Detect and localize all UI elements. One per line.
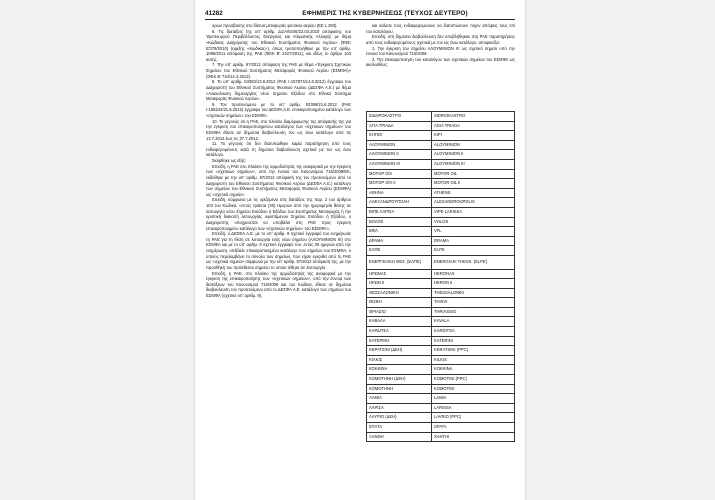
point-name-latin: MOTOR OIL <box>432 169 515 179</box>
point-name-latin: KILKIS <box>432 355 515 365</box>
header-rule <box>205 19 515 20</box>
table-row <box>367 159 515 169</box>
table-row <box>367 198 515 208</box>
point-name-greek: ΛΑΥΡΙΟ (ΔΕΗ) <box>367 413 432 423</box>
point-name-greek: ΘΡΙΑΣΙΟ <box>367 307 432 317</box>
table-row <box>367 269 515 279</box>
table-row <box>367 327 515 337</box>
table-row <box>367 288 515 298</box>
table-row <box>367 384 515 394</box>
point-name-latin: KAVALA <box>432 317 515 327</box>
point-name-greek: ΑΛΟΥΜΙΝΙΟΝ ΙΙ <box>367 150 432 160</box>
right-column-text <box>366 23 515 68</box>
table-row <box>367 394 515 404</box>
point-name-latin: THESSALONIKI <box>432 288 515 298</box>
point-name-greek: ΕΛΠΕ <box>367 246 432 256</box>
paragraph: Επειδή, στη δημόσια διαβούλευση δεν υποβλήθηκαν στη ΡΑΕ παρατηρήσεις από τους ενδιαφερομένους σχετικά με τον ως άνω κατάλογο, αποφασίζει: <box>366 34 515 45</box>
table-row <box>367 255 515 269</box>
paragraph: Επειδή, η ΡΑΕ, στο πλαίσιο της αρμοδιότητάς της αναφορικά με την έγκριση της επικαιροποίησης των «σχετικών σημείων», υπό την έννοια των διατάξεων του Κανονισμού 715/2009 και του Κώδικα, έθεσε σε δημόσια διαβούλευση τον προτεινόμενο από το ΔΕΣΦΑ Α.Ε. κατάλογο των σημείων του ΕΣΜΦΑ (σχετικό υπ' αριθμ. 9), <box>206 270 351 298</box>
point-name-latin: KATERINI <box>432 336 515 346</box>
table-row <box>367 121 515 131</box>
point-name-greek: ΚΑΤΕΡΙΝΗ <box>367 336 432 346</box>
point-name-latin: VIPE LARISSA <box>432 207 515 217</box>
point-name-greek: ΜΟΤΟΡ ΟΪΛ ΙΙ <box>367 179 432 189</box>
paragraph: Επειδή, σύμφωνα με τις ορίζόμενα στις διατάξεις της παρ. 2 του άρθρου 103 του Κώδικα, «εντός τριάντα (30) Ημερών από την ημερομηνία θέσης σε λειτουργία νέου Σημείου Εισόδου ή Εξόδου του Συστήματος Μεταφοράς ή την οριστική διακοπή λειτουργίας υφιστάμενου Σημείου Εισόδου ή Εξόδου, ο Διαχειριστής υποχρεούται να υποβάλει στη ΡΑΕ προς έγκριση επικαιροποιημένο κατάλογο των «σχετικών σημείων» του ΕΣΜΦΑ». <box>206 197 351 231</box>
paragraph: 11. Το γεγονός ότι δεν διατυπώθηκε καμία παρατήρηση από τους ενδιαφερομένους κατά τη δημόσια διαβούλευση σχετικά με τον ως άνω κατάλογο. <box>206 141 351 158</box>
point-name-greek: ΑΛΟΥΜΙΝΙΟΝ <box>367 140 432 150</box>
paragraph: Σκέφθηκε ως εξής: <box>212 158 247 163</box>
paragraph: Επειδή, η ΡΑΕ στο πλαίσιο της αρμοδιότητάς της αναφορικά με την έγκριση των «σχετικών σημείων», υπό την έννοια του Κανονισμού 715/2009/ΕΚ, εκδόθηκε με την υπ' αριθμ. 97/2012 απόφασή της τον προτεινόμενο από το Διαχειριστή του Εθνικού Συστήματος Φυσικού Αερίου (ΔΕΣΦΑ Α.Ε.) κατάλογο των σημείων του Εθνικού Συστήματος Μεταφοράς Φυσικού Αερίου (ΕΣΜΦΑ) ως «σχετικά σημεία». <box>206 163 351 197</box>
point-name-latin: VFL <box>432 227 515 237</box>
point-name-greek: ΕΝΕΡΓΕΙΑΚΗ ΘΕΣ. (ΕΛΠΕ) <box>367 255 432 269</box>
point-name-greek: ΘΕΣΣΑΛΟΝΙΚΗ <box>367 288 432 298</box>
point-name-latin: MOTOR OIL II <box>432 179 515 189</box>
point-name-greek: ΚΑΒΑΛΑ <box>367 317 432 327</box>
point-name-latin: ATHENS <box>432 188 515 198</box>
point-name-greek: ΒΙΠΕ ΛΑΡΙΣΑ <box>367 207 432 217</box>
point-name-greek: ΔΡΑΜΑ <box>367 236 432 246</box>
table-row <box>367 169 515 179</box>
point-name-latin: LARISSA <box>432 403 515 413</box>
point-name-latin: ALEXANDROUPOLIS <box>432 198 515 208</box>
point-name-greek: ΞΑΝΘΗ <box>367 432 432 442</box>
point-name-latin: KIPI <box>432 131 515 141</box>
point-name-latin: ALOYMINION III <box>432 159 515 169</box>
point-name-latin: KOMOTINI <box>432 384 515 394</box>
point-name-latin: KOKKINA <box>432 365 515 375</box>
point-name-latin: ELPE <box>432 246 515 256</box>
table-row <box>367 355 515 365</box>
point-name-latin: SPATA <box>432 423 515 433</box>
point-name-latin: HERON II <box>432 279 515 289</box>
gazette-title: ΕΦΗΜΕΡΙΣ ΤΗΣ ΚΥΒΕΡΝΗΣΕΩΣ (ΤΕΥΧΟΣ ΔΕΥΤΕΡΟ) <box>302 10 468 17</box>
table-row <box>367 365 515 375</box>
table-row <box>367 336 515 346</box>
table-row <box>367 317 515 327</box>
point-name-greek: ΒΟΛΟΣ <box>367 217 432 227</box>
point-name-greek: ΣΠΑΤΑ <box>367 423 432 433</box>
point-name-latin: KOMOTINI (PPC) <box>432 375 515 385</box>
point-name-latin: SIDIROKASTRO <box>432 112 515 122</box>
point-name-greek: ΑΘΗΝΑ <box>367 188 432 198</box>
point-name-greek: ΚΟΜΟΤΗΝΗ <box>367 384 432 394</box>
point-name-greek: ΑΓΙΑ ΤΡΙΑΔΑ <box>367 121 432 131</box>
point-name-latin: XANTHI <box>432 432 515 442</box>
table-row <box>367 413 515 423</box>
paragraph: 8. Το υπ' αριθμ. 53383/13.6.2012 (ΡΑΕ Ι-157874/14.6.2012) έγγραφο του Διαχειριστή του Εθνικού Συστήματος Φυσικού Αερίου (ΔΕΣΦΑ Α.Ε.) με θέμα «Ανακοίνωση δημιουργίας νέου Σημείου Εξόδου στο Εθνικό Σύστημα Μεταφοράς Φυσικού Αερίου». <box>206 79 351 102</box>
point-name-greek: ΚΑΡΔΙΤΣΑ <box>367 327 432 337</box>
point-name-greek: ΣΙΔΗΡΟΚΑΣΤΡΟ <box>367 112 432 122</box>
table-row <box>367 298 515 308</box>
table-row <box>367 207 515 217</box>
point-name-greek: ΒΦΛ <box>367 227 432 237</box>
point-name-latin: THRIASSIO <box>432 307 515 317</box>
table-row <box>367 279 515 289</box>
point-name-latin: HERONAS <box>432 269 515 279</box>
point-name-greek: ΜΟΤΟΡ ΟΪΛ <box>367 169 432 179</box>
page-number: 41282 <box>205 10 223 17</box>
table-row <box>367 188 515 198</box>
table-row <box>367 375 515 385</box>
point-name-greek: ΗΡΩΝ ΙΙ <box>367 279 432 289</box>
paragraph: 10. Το γεγονός ότι η ΡΑΕ, στο πλαίσιο διαμόρφωσης της απόφασής της για την έγκριση του επικαιροποιημένου καταλόγου των «σχετικών σημείων» του ΕΣΜΦΑ έθεσε σε δημόσια διαβούλευση τον ως άνω κατάλογο από τις 13.7.2012 έως τις 27.7.2012. <box>206 118 351 141</box>
point-name-latin: DRAMA <box>432 236 515 246</box>
entry-points-table <box>366 111 515 442</box>
table-row <box>367 179 515 189</box>
paragraph: 1. Την έγκριση του σημείου ΑΛΟΥΜΙΝΙΟΝ ΙΙΙ ως σχετικό σημείο υπό την έννοια του Κανονισμού 715/2009. <box>366 45 515 57</box>
point-name-greek: ΑΛΟΥΜΙΝΙΟΝ ΙΙΙ <box>367 159 432 169</box>
point-name-greek: ΚΟΜΟΤΗΝΗ (ΔΕΗ) <box>367 375 432 385</box>
paragraph: 9. Τον προτεινόμενο με το υπ' αριθμ. 53399/21.6.2012 (ΡΑΕ Ι-158242/21.6.2012) έγγραφο του ΔΕΣΦΑ Α.Ε. επικαιροποιημένο κατάλογο των «σχετικών σημείων» του ΕΣΜΦΑ. <box>206 101 351 118</box>
table-row <box>367 150 515 160</box>
point-name-latin: AGIA TRIADA <box>432 121 515 131</box>
point-name-greek: ΚΟΚΚΙΝΑ <box>367 365 432 375</box>
point-name-greek: ΛΑΡΙΣΑ <box>367 403 432 413</box>
point-name-greek: ΑΛΕΞΑΝΔΡΟΥΠΟΛΗ <box>367 198 432 208</box>
table-row <box>367 307 515 317</box>
point-name-latin: ALOYMINION II <box>432 150 515 160</box>
paragraph: Επειδή, ο ΔΕΣΦΑ Α.Ε. με το υπ' αριθμ. 8 σχετικό έγγραφό του ενημέρωσε τη ΡΑΕ για τη θέση σε λειτουργία ενός νέου σημείου (ΑΛΟΥΜΙΝΙΟΝ ΙΙΙ) στο ΕΣΜΦΑ και με το υπ' αριθμ. 9 σχετικό έγγραφό του, εντός 30 ημερών από την ενημέρωση, υπέβαλε επικαιροποιημένο κατάλογο των σημείων του ΕΣΜΦΑ, ο οποίος περιλαμβάνει το σύνολο των σημείων, που είχαν εγκριθεί από τη ΡΑΕ ως «σχετικά σημεία» σύμφωνα με την υπ' αριθμ. 97/2012 απόφασή της, με την προσθήκη του πρόσθετου σημείου το οποίο τέθηκε σε λειτουργία. <box>206 231 351 270</box>
point-name-latin: VOLOS <box>432 217 515 227</box>
paragraph: 6. Τις διατάξεις της υπ' αριθμ. Δ1/Α/5346/22.03.2010 απόφασης του Υφυπουργού Περιβάλλοντος Ενέργειας και Κλιματικής Αλλαγής με θέμα «Κώδικας Διαχείρισης του Εθνικού Συστήματος Φυσικού Αερίου» (ΦΕΚ Β'379/2010) (εφεξής «Κώδικας»), όπως τροποποιήθηκε με την υπ' αριθμ. 1096/2011 απόφαση της ΡΑΕ (ΦΕΚ Β' 2227/2011), και ιδίως το άρθρο 103 αυτής. <box>206 28 351 62</box>
point-name-latin: LAMIA <box>432 394 515 404</box>
paragraph: όρων πρόσβασης στο δίκτυα μεταφοράς φυσικού αερίου (EE L 293). <box>212 23 338 28</box>
table-row <box>367 217 515 227</box>
point-name-greek: ΚΗΠΟΙ <box>367 131 432 141</box>
point-name-greek: ΛΑΜΙΑ <box>367 394 432 404</box>
point-name-greek: ΚΕΡΑΤΣΙΝΙ (ΔΕΗ) <box>367 346 432 356</box>
point-name-latin: ENERGIAKI THESS. (ELPE) <box>432 255 515 269</box>
table-row <box>367 346 515 356</box>
point-name-greek: ΘΙΣΒΗ <box>367 298 432 308</box>
table-row <box>367 423 515 433</box>
point-name-greek: ΗΡΩΝΑΣ <box>367 269 432 279</box>
table-row <box>367 227 515 237</box>
table-row <box>367 112 515 122</box>
table-row <box>367 246 515 256</box>
table-row <box>367 236 515 246</box>
point-name-latin: ALOYMINION <box>432 140 515 150</box>
table-row <box>367 140 515 150</box>
table-row <box>367 131 515 141</box>
table-row <box>367 432 515 442</box>
point-name-latin: THISVI <box>432 298 515 308</box>
paragraph: 2. Την επικαιροποίηση του καταλόγου των σχετικών σημείων του ΕΣΜΦΑ ως ακολούθως: <box>366 56 515 68</box>
paragraph: και κάλεσε τους ενδιαφερόμενους να διατυπώσουν τυχόν απόψεις τους επί του καταλόγου. <box>366 23 515 34</box>
point-name-latin: KARDITSA <box>432 327 515 337</box>
paragraph: 7. Την υπ' αριθμ. 97/2012 απόφαση της ΡΑΕ με θέμα «Έγκριση Σχετικών Σημείων του Εθνικού Συστήματος Μεταφοράς Φυσικού Αερίου (ΕΣΜΦΑ)» (ΦΕΚ Β' 744/14.3.2012). <box>206 62 351 79</box>
point-name-greek: ΚΙΛΚΙΣ <box>367 355 432 365</box>
table-row <box>367 403 515 413</box>
left-column <box>206 23 351 299</box>
point-name-latin: LAVRIO (PPC) <box>432 413 515 423</box>
point-name-latin: KERATSINI (PPC) <box>432 346 515 356</box>
